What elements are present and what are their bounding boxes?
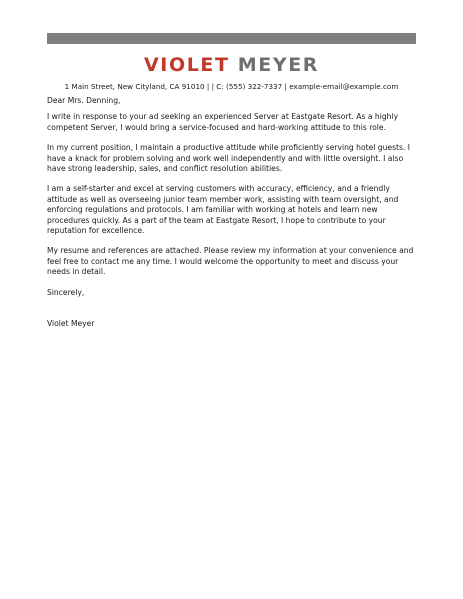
- header-bar: [47, 33, 416, 44]
- letter-body: [47, 96, 419, 340]
- salutation: Dear Mrs. Denning,: [47, 96, 121, 105]
- contact-line: 1 Main Street, New Cityland, CA 91010 | | C: (555) 322-7337 | example-email@example.com: [64, 82, 399, 91]
- paragraph-skills: I am a self-starter and excel at serving customers with accuracy, efficiency, and a friendly attitude as well as overseeing junior team member work, assisting with team oversight, and enforcing regulations and protocols. I am familiar with working at hotels and learn new procedures quickly. As a part of the team at Eastgate Resort, I hope to contribute to your reputation for excellence.: [47, 184, 399, 236]
- paragraph-closing-request: My resume and references are attached. Please review my information at your convenience and feel free to contact me any time. I would welcome the opportunity to meet and discuss your needs in detail.: [47, 246, 414, 277]
- applicant-name: [0, 54, 463, 76]
- last-name: MEYER: [237, 54, 320, 76]
- closing: Sincerely,: [47, 287, 85, 297]
- signature: Violet Meyer: [47, 319, 95, 329]
- paragraph-current-position: In my current position, I maintain a productive attitude while proficiently serving hotel guests. I have a knack for problem solving and work well independently and with little oversight. I also have strong leadership, sales, and conflict resolution abilities.: [47, 143, 411, 174]
- first-name: VIOLET: [143, 54, 230, 76]
- paragraph-intro: I write in response to your ad seeking an experienced Server at Eastgate Resort. As a highly competent Server, I would bring a service-focused and hard-working attitude to this role.: [47, 112, 399, 132]
